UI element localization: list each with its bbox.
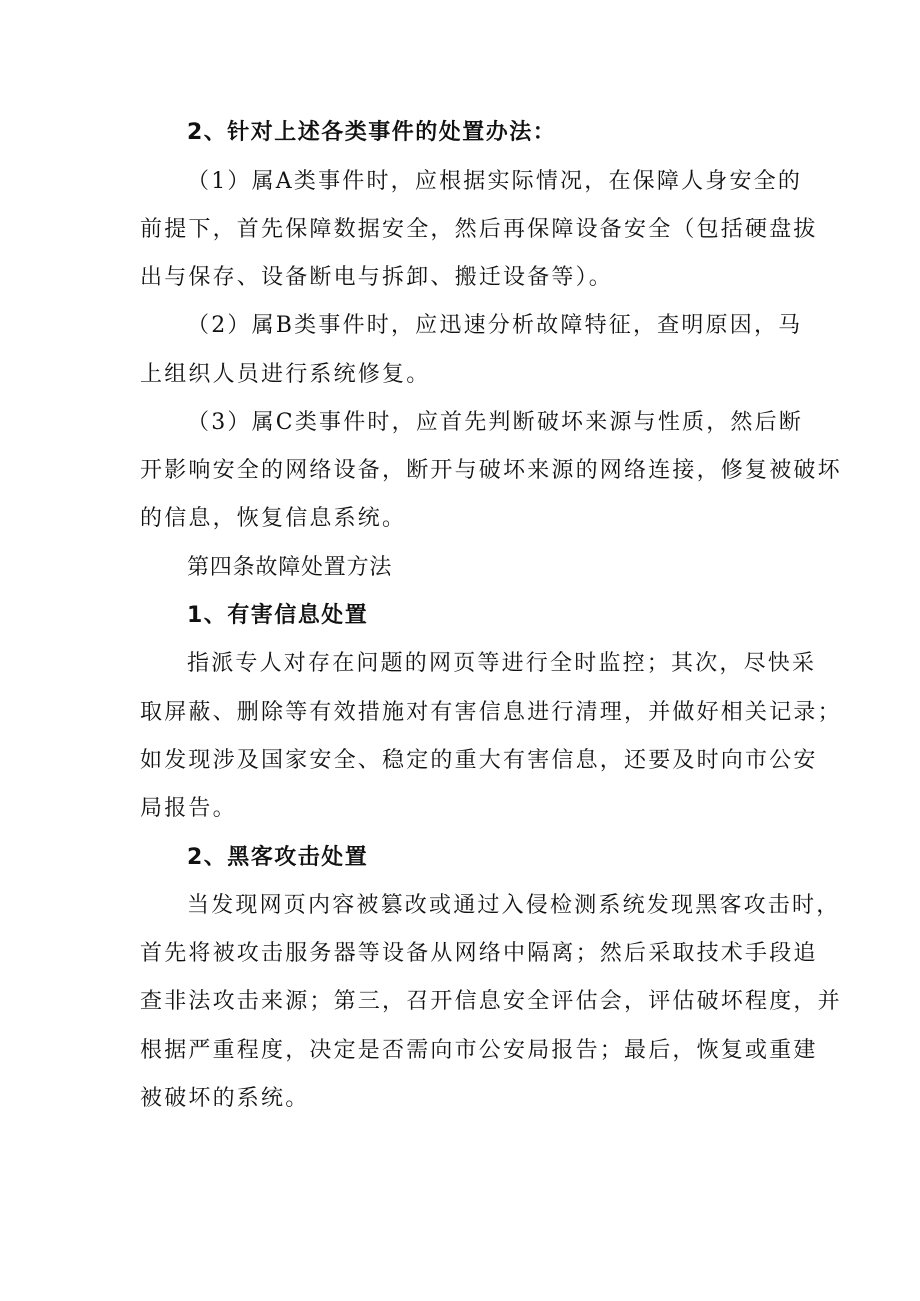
paragraph-line: 查非法攻击来源；第三，召开信息安全评估会，评估破坏程度，并 [140, 989, 842, 1014]
paragraph-line: 的信息，恢复信息系统。 [140, 506, 407, 531]
section-heading-hacker-attack: 2、黑客攻击处置 [187, 845, 369, 870]
paragraph-line: 出与保存、设备断电与拆卸、搬迁设备等）。 [140, 265, 614, 290]
paragraph-line: 根据严重程度，决定是否需向市公安局报告；最后，恢复或重建 [140, 1038, 818, 1063]
paragraph-line: （2）属B类事件时，应迅速分析故障特征，查明原因，马 [187, 313, 803, 338]
paragraph-line: 指派专人对存在问题的网页等进行全时监控；其次，尽快采 [187, 651, 817, 676]
paragraph-line: （3）属C类事件时，应首先判断破坏来源与性质，然后断 [187, 410, 804, 435]
article-title: 第四条故障处置方法 [187, 555, 393, 580]
paragraph-line: 上组织人员进行系统修复。 [140, 362, 431, 387]
paragraph-line: 前提下，首先保障数据安全，然后再保障设备安全（包括硬盘拔 [140, 217, 818, 242]
paragraph-line: 当发现网页内容被篡改或通过入侵检测系统发现黑客攻击时， [187, 893, 841, 918]
section-heading-response-methods: 2、针对上述各类事件的处置办法： [187, 120, 557, 145]
paragraph-line: 被破坏的系统。 [140, 1086, 310, 1111]
paragraph-line: 开影响安全的网络设备，断开与破坏来源的网络连接，修复被破坏 [140, 458, 842, 483]
paragraph-line: 首先将被攻击服务器等设备从网络中隔离；然后采取技术手段追 [140, 941, 818, 966]
paragraph-line: 取屏蔽、删除等有效措施对有害信息进行清理，并做好相关记录； [140, 700, 842, 725]
section-heading-harmful-info: 1、有害信息处置 [187, 603, 369, 628]
paragraph-line: 局报告。 [140, 796, 237, 821]
paragraph-line: 如发现涉及国家安全、稳定的重大有害信息，还要及时向市公安 [140, 748, 818, 773]
paragraph-line: （1）属A类事件时，应根据实际情况，在保障人身安全的 [187, 169, 803, 194]
